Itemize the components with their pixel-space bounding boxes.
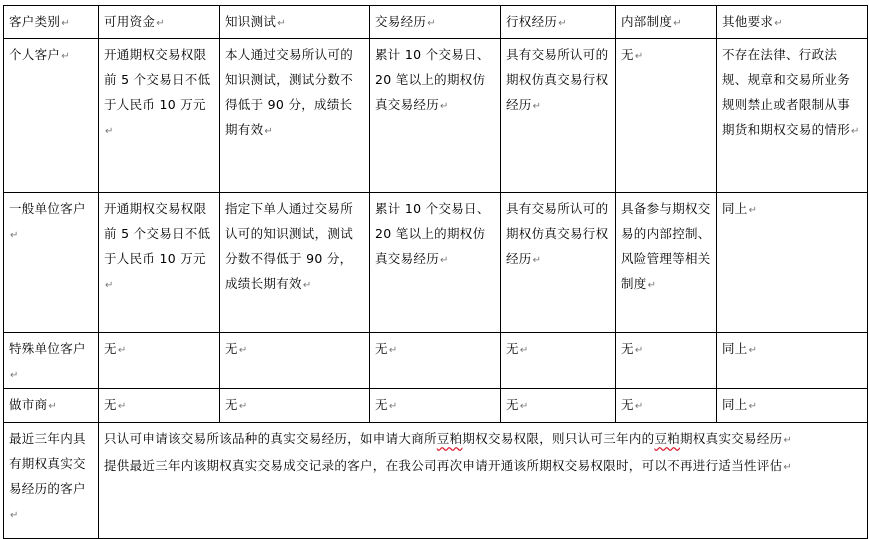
funds-cell: 无↵ [99, 333, 220, 389]
note-line-1: 只认可申请该交易所该品种的真实交易经历，如申请大商所豆粕期权交易权限，则只认可三年内的豆粕期权真实交易经历↵ [104, 431, 793, 446]
trading-cell: 无↵ [370, 389, 501, 423]
trading-cell: 累计 10 个交易日、20 笔以上的期权仿真交易经历↵ [370, 39, 501, 193]
internal-cell: 无↵ [616, 39, 717, 193]
funds-cell: 无↵ [99, 389, 220, 423]
table-row [4, 423, 868, 539]
internal-cell: 无↵ [616, 389, 717, 423]
table-row [4, 193, 868, 333]
exercise-cell: 无↵ [501, 389, 616, 423]
other-cell: 同上↵ [717, 389, 868, 423]
category-cell: 最近三年内具有期权真实交易经历的客户↵ [4, 423, 99, 539]
funds-cell: 开通期权交易权限前 5 个交易日不低于人民币 10 万元↵ [99, 39, 220, 193]
trading-cell: 无↵ [370, 333, 501, 389]
header-cell: 可用资金↵ [99, 6, 220, 39]
category-cell: 个人客户↵ [4, 39, 99, 193]
table-row [4, 333, 868, 389]
exercise-cell: 无↵ [501, 333, 616, 389]
category-cell: 一般单位客户↵ [4, 193, 99, 333]
knowledge-cell: 无↵ [220, 333, 370, 389]
other-cell: 同上↵ [717, 193, 868, 333]
exercise-cell: 具有交易所认可的期权仿真交易行权经历↵ [501, 39, 616, 193]
other-cell: 不存在法律、行政法规、规章和交易所业务规则禁止或者限制从事期货和期权交易的情形↵ [717, 39, 868, 193]
header-cell: 行权经历↵ [501, 6, 616, 39]
trading-cell: 累计 10 个交易日、20 笔以上的期权仿真交易经历↵ [370, 193, 501, 333]
funds-cell: 开通期权交易权限前 5 个交易日不低于人民币 10 万元↵ [99, 193, 220, 333]
exercise-cell: 具有交易所认可的期权仿真交易行权经历↵ [501, 193, 616, 333]
requirements-table [3, 5, 868, 539]
table-row [4, 39, 868, 193]
merged-note-cell [99, 423, 868, 539]
internal-cell: 具备参与期权交易的内部控制、风险管理等相关制度↵ [616, 193, 717, 333]
table-row [4, 389, 868, 423]
other-cell: 同上↵ [717, 333, 868, 389]
header-row [4, 6, 868, 39]
knowledge-cell: 指定下单人通过交易所认可的知识测试，测试分数不得低于 90 分，成绩长期有效↵ [220, 193, 370, 333]
header-cell: 内部制度↵ [616, 6, 717, 39]
header-cell: 交易经历↵ [370, 6, 501, 39]
category-cell: 做市商↵ [4, 389, 99, 423]
header-cell: 客户类别↵ [4, 6, 99, 39]
category-cell: 特殊单位客户↵ [4, 333, 99, 389]
header-cell: 知识测试↵ [220, 6, 370, 39]
knowledge-cell: 本人通过交易所认可的知识测试，测试分数不得低于 90 分，成绩长期有效↵ [220, 39, 370, 193]
internal-cell: 无↵ [616, 333, 717, 389]
knowledge-cell: 无↵ [220, 389, 370, 423]
header-cell: 其他要求↵ [717, 6, 868, 39]
note-line-2: 提供最近三年内该期权真实交易成交记录的客户，在我公司再次申请开通该所期权交易权限时，可以不再进行适当性评估↵ [104, 458, 793, 473]
